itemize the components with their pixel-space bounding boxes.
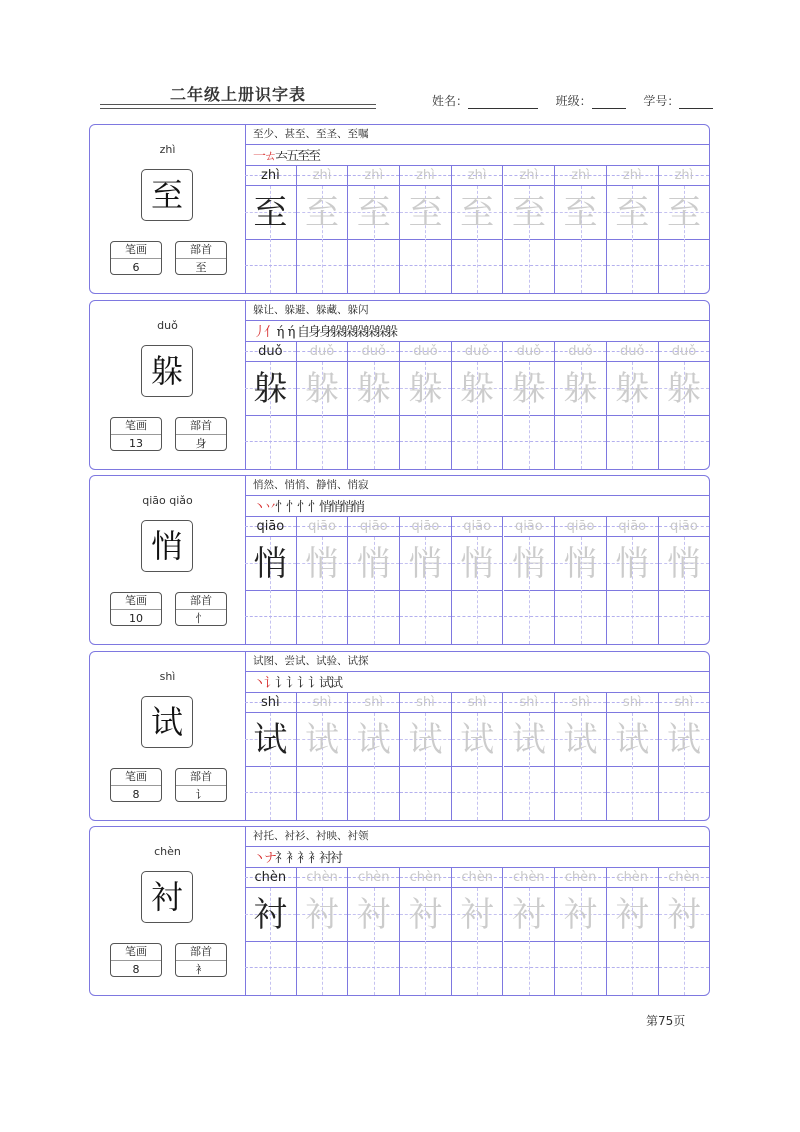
pinyin-label: duǒ [157,319,178,332]
pinyin-trace: chèn [564,870,597,885]
character-trace: 悄 [666,544,701,584]
stroke-step: 亻 [264,325,278,340]
stroke-count-value: 6 [132,261,140,274]
page-number: 第75页 [646,1014,686,1028]
character-info-panel [90,827,246,995]
pinyin-trace: duǒ [309,344,335,359]
student-info [432,92,713,109]
stroke-step: 讠 [264,676,278,691]
practice-cell[interactable] [659,692,710,820]
practice-cell[interactable] [297,341,349,469]
character-trace: 衬 [408,895,443,935]
pinyin-trace: chèn [357,870,390,885]
character-trace: 衬 [356,895,391,935]
character-card [89,124,710,294]
pinyin-trace: shì [364,695,384,710]
stroke-count-value: 8 [132,788,140,801]
stroke-step: 衬 [330,851,344,866]
practice-cell[interactable] [607,516,659,644]
pinyin-trace: zhì [674,168,694,183]
pinyin-model: qiāo [256,519,285,534]
pinyin-trace: duǒ [671,344,697,359]
character-model: 至 [253,193,288,233]
stroke-step: 衬 [319,851,333,866]
character-trace: 衬 [511,895,546,935]
practice-cell[interactable] [297,516,349,644]
practice-grid [245,165,709,294]
character-trace: 试 [563,720,598,760]
radical-value: 讠 [195,788,207,801]
character-trace: 悄 [615,544,650,584]
character-trace: 试 [356,720,391,760]
pinyin-trace: shì [571,695,590,710]
radical-value: 身 [195,437,207,450]
character-model: 衬 [253,895,288,935]
practice-cell[interactable] [245,516,297,644]
character-trace: 试 [408,720,443,760]
class-field[interactable] [592,96,626,109]
pinyin-trace: zhì [571,168,590,183]
stroke-step: 至 [297,149,311,164]
practice-cell[interactable] [452,516,504,644]
radical-label: 部首 [176,593,226,610]
radical-box [175,768,227,802]
stroke-count-box [110,592,162,626]
pinyin-model: duǒ [258,344,283,359]
pinyin-label: zhì [159,143,176,156]
example-words: 至少、甚至、至圣、至嘱 [253,128,369,140]
pinyin-label: chèn [154,845,181,858]
student-id-label: 学号： [643,94,680,108]
character-trace: 衬 [305,895,340,935]
radical-value: 衤 [195,963,207,976]
character-trace: 悄 [460,544,495,584]
practice-cell[interactable] [607,165,659,293]
practice-cell[interactable] [245,341,297,469]
pinyin-trace: duǒ [464,344,490,359]
pinyin-trace: duǒ [516,344,542,359]
example-words: 试图、尝试、试验、试探 [253,655,369,667]
practice-cell[interactable] [555,867,607,995]
practice-cell[interactable] [297,692,349,820]
practice-cell[interactable] [607,341,659,469]
stroke-order [253,847,344,867]
practice-panel [245,301,709,469]
character-card [89,651,710,821]
title-underline [100,108,376,109]
practice-cell[interactable] [245,692,297,820]
character-trace: 悄 [563,544,598,584]
stroke-count-box [110,417,162,451]
stroke-step: 忄 [286,500,300,515]
pinyin-trace: chèn [668,870,700,885]
practice-cell[interactable] [400,516,452,644]
practice-grid [245,692,709,821]
stroke-step: 身 [308,325,322,340]
character-trace: 躲 [356,369,391,409]
character-display: 躲 [141,345,193,397]
character-trace: 试 [666,720,701,760]
stroke-step: 一 [253,149,267,164]
character-trace: 至 [511,193,546,233]
character-display: 衬 [141,871,193,923]
pinyin-trace: zhì [622,168,642,183]
pinyin-trace: zhì [519,168,539,183]
pinyin-trace: shì [467,695,487,710]
character-trace: 试 [460,720,495,760]
stroke-step: 衤 [308,851,322,866]
stroke-step: 躲 [385,325,399,340]
stroke-step: 衤 [297,851,311,866]
pinyin-model: chèn [254,870,287,885]
character-trace: 躲 [408,369,443,409]
practice-cell[interactable] [452,867,504,995]
stroke-step: 丶 [253,851,267,866]
stroke-count-box [110,241,162,275]
practice-panel [245,827,709,995]
pinyin-label: qiāo qiǎo [142,494,193,507]
stroke-count-label: 笔画 [111,769,161,786]
pinyin-trace: chèn [409,870,442,885]
stroke-step: 𠫓 [275,149,289,164]
stroke-step: 躲 [363,325,377,340]
character-trace: 悄 [356,544,391,584]
pinyin-trace: qiāo [359,519,388,534]
character-info-panel [90,652,246,820]
practice-grid [245,516,709,645]
character-trace: 至 [356,193,391,233]
pinyin-trace: duǒ [620,344,645,359]
stroke-count-box [110,943,162,977]
practice-cell[interactable] [452,692,504,820]
character-trace: 躲 [615,369,650,409]
pinyin-trace: zhì [416,168,435,183]
stroke-step: ナ [264,851,278,866]
practice-cell[interactable] [659,165,710,293]
stroke-step: ή [276,325,285,340]
name-field[interactable] [468,96,538,109]
practice-cell[interactable] [555,516,607,644]
stroke-step: 讠 [297,676,311,691]
practice-cell[interactable] [452,341,504,469]
stroke-step: 忄 [308,500,322,515]
stroke-count-value: 8 [132,963,140,976]
pinyin-trace: qiāo [308,519,336,534]
radical-value: 至 [195,261,207,274]
character-trace: 至 [666,193,701,233]
pinyin-trace: shì [312,695,332,710]
character-display: 悄 [141,520,193,572]
character-display: 至 [141,169,193,221]
practice-cell[interactable] [659,516,710,644]
practice-panel [245,476,709,644]
stroke-step: 丷 [264,500,278,515]
practice-cell[interactable] [400,165,452,293]
practice-cell[interactable] [348,516,400,644]
practice-cell[interactable] [348,341,400,469]
radical-label: 部首 [176,944,226,961]
example-words: 悄然、悄悄、静悄、悄寂 [253,479,369,491]
worksheet-title: 二年级上册识字表 [169,85,306,104]
practice-cell[interactable] [348,692,400,820]
stroke-step: 悄 [330,500,344,515]
pinyin-trace: chèn [306,870,338,885]
character-trace: 至 [563,193,598,233]
practice-grid [245,341,709,470]
stroke-step: ㄊ [264,149,278,164]
character-trace: 至 [408,193,443,233]
pinyin-trace: duǒ [568,344,593,359]
stroke-step: 丿 [253,325,267,340]
pinyin-trace: qiāo [566,519,595,534]
stroke-step: ή [287,325,296,340]
character-model: 悄 [253,544,288,584]
character-trace: 至 [460,193,495,233]
pinyin-trace: zhì [364,168,384,183]
stroke-step: 衤 [286,851,300,866]
radical-label: 部首 [176,242,226,259]
stroke-count-value: 10 [129,612,143,625]
name-label: 姓名： [432,94,469,108]
pinyin-trace: qiāo [670,519,698,534]
character-card [89,826,710,996]
stroke-count-label: 笔画 [111,242,161,259]
pinyin-label: shì [159,670,176,683]
practice-grid [245,867,709,996]
character-trace: 衬 [563,895,598,935]
stroke-step: 忄 [297,500,311,515]
practice-cell[interactable] [400,867,452,995]
character-info-panel [90,301,246,469]
practice-cell[interactable] [659,341,710,469]
radical-box [175,592,227,626]
character-trace: 悄 [511,544,546,584]
practice-cell[interactable] [245,867,297,995]
practice-cell[interactable] [245,165,297,293]
pinyin-trace: qiāo [618,519,647,534]
practice-cell[interactable] [659,867,710,995]
character-trace: 衬 [666,895,701,935]
character-model: 躲 [253,369,288,409]
stroke-step: 讠 [286,676,300,691]
practice-panel [245,652,709,820]
character-trace: 至 [305,193,340,233]
stroke-step: 躲 [352,325,366,340]
character-model: 试 [253,720,288,760]
pinyin-trace: qiāo [463,519,492,534]
stroke-order [253,321,399,341]
pinyin-trace: shì [519,695,539,710]
character-trace: 至 [615,193,650,233]
character-trace: 躲 [563,369,598,409]
radical-box [175,417,227,451]
pinyin-trace: shì [416,695,435,710]
character-trace: 躲 [460,369,495,409]
stroke-step: 五 [286,149,300,164]
stroke-step: 试 [330,676,344,691]
practice-cell[interactable] [555,165,607,293]
character-trace: 躲 [305,369,340,409]
character-trace: 试 [511,720,546,760]
pinyin-trace: shì [622,695,642,710]
practice-cell[interactable] [555,341,607,469]
practice-cell[interactable] [297,165,349,293]
pinyin-trace: zhì [312,168,332,183]
practice-cell[interactable] [297,867,349,995]
character-trace: 躲 [666,369,701,409]
radical-value: 忄 [195,612,207,625]
radical-label: 部首 [176,769,226,786]
stroke-count-value: 13 [129,437,143,450]
character-trace: 衬 [615,895,650,935]
radical-box [175,943,227,977]
stroke-step: 试 [319,676,333,691]
stroke-step: 讠 [275,676,289,691]
character-trace: 悄 [305,544,340,584]
stroke-count-label: 笔画 [111,593,161,610]
character-info-panel [90,476,246,644]
pinyin-model: shì [261,695,280,710]
stroke-step: 至 [308,149,322,164]
practice-cell[interactable] [504,341,556,469]
pinyin-trace: chèn [616,870,649,885]
practice-cell[interactable] [400,341,452,469]
pinyin-model: zhì [261,168,280,183]
practice-cell[interactable] [607,692,659,820]
example-words: 衬托、衬衫、衬映、衬领 [253,830,369,842]
stroke-count-label: 笔画 [111,944,161,961]
stroke-order [253,672,344,692]
stroke-step: 讠 [308,676,322,691]
practice-panel [245,125,709,293]
pinyin-trace: duǒ [361,344,386,359]
character-info-panel [90,125,246,293]
character-trace: 悄 [408,544,443,584]
stroke-order [253,496,366,516]
stroke-count-box [110,768,162,802]
practice-cell[interactable] [348,867,400,995]
title-underline [100,104,376,105]
stroke-step: 躲 [341,325,355,340]
stroke-order [253,145,322,165]
pinyin-trace: chèn [461,870,493,885]
practice-cell[interactable] [504,516,556,644]
character-trace: 衬 [460,895,495,935]
pinyin-trace: shì [674,695,694,710]
stroke-step: 躲 [374,325,388,340]
practice-cell[interactable] [607,867,659,995]
pinyin-trace: qiāo [514,519,543,534]
stroke-step: 丶 [253,500,267,515]
stroke-step: 悄 [319,500,333,515]
pinyin-trace: zhì [467,168,487,183]
stroke-step: 忄 [275,500,289,515]
stroke-step: 丶 [253,676,267,691]
character-card [89,300,710,470]
practice-cell[interactable] [504,867,556,995]
student-id-field[interactable] [679,96,713,109]
practice-cell[interactable] [452,165,504,293]
stroke-step: 礻 [275,851,289,866]
character-trace: 试 [305,720,340,760]
character-display: 试 [141,696,193,748]
stroke-step: 悄 [341,500,355,515]
radical-box [175,241,227,275]
stroke-count-label: 笔画 [111,418,161,435]
practice-cell[interactable] [400,692,452,820]
pinyin-trace: duǒ [413,344,438,359]
character-card [89,475,710,645]
stroke-step: 身 [319,325,333,340]
practice-cell[interactable] [555,692,607,820]
practice-cell[interactable] [504,165,556,293]
class-label: 班级： [555,94,592,108]
practice-cell[interactable] [504,692,556,820]
stroke-step: 躲 [330,325,344,340]
pinyin-trace: qiāo [411,519,440,534]
practice-cell[interactable] [348,165,400,293]
character-trace: 躲 [511,369,546,409]
stroke-step: 自 [297,325,311,340]
pinyin-trace: chèn [513,870,545,885]
example-words: 躲让、躲避、躲藏、躲闪 [253,304,369,316]
stroke-step: 悄 [352,500,366,515]
character-trace: 试 [615,720,650,760]
radical-label: 部首 [176,418,226,435]
